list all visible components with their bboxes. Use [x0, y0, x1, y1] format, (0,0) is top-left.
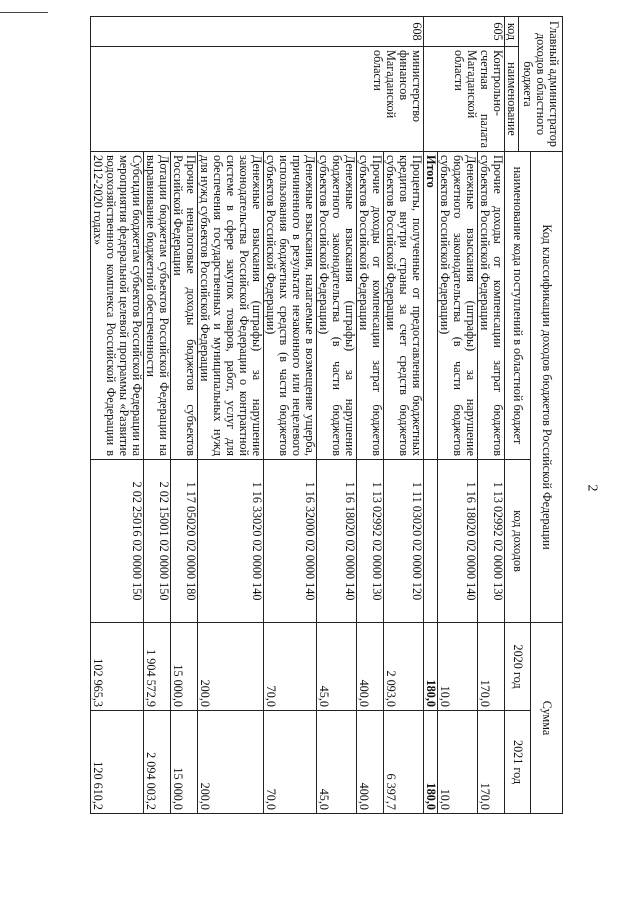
value-2021: 120 610,2: [91, 711, 144, 814]
income-name: Прочие неналоговые доходы бюджетов субъектов Российской Федерации: [171, 152, 198, 460]
value-2020: 1 904 572,9: [144, 623, 171, 711]
income-name: Денежные взыскания (штрафы) за нарушение бюджетного законодательства (в части бюджетов субъектов Российской Федерации): [317, 152, 357, 460]
admin-name: министерство финансов Магаданской области: [91, 47, 424, 152]
income-name: Субсидии бюджетам субъектов Российской Федерации на мероприятия федеральной целевой программы «Развитие водохозяйственного комплекса Российской Федерации в 2012-2020 годах»: [91, 152, 144, 460]
income-code: 2 02 25016 02 0000 150: [91, 460, 144, 623]
code-header: код: [505, 17, 519, 47]
income-name: Денежные взыскания, налагаемые в возмещение ущерба, причиненного в результате незаконного или нецелевого использования бюджетных средств (в части бюджетов субъектов Российской Федерации): [264, 152, 317, 460]
income-code: 1 11 03020 02 0000 120: [384, 460, 424, 623]
name-header: наименование: [505, 47, 519, 152]
value-2021: 70,0: [264, 711, 317, 814]
table-row: [478, 17, 505, 814]
value-2020: 2 093,0: [384, 623, 424, 711]
classification-header: Код классификации доходов бюджетов Российской Федерации: [531, 152, 563, 623]
sum-header: Сумма: [531, 623, 563, 814]
value-2021: 200,0: [198, 711, 264, 814]
income-name: Прочие доходы от компенсации затрат бюджетов субъектов Российской Федерации: [478, 152, 505, 460]
value-2020: 15 000,0: [171, 623, 198, 711]
income-name: Дотации бюджетам субъектов Российской Федерации на выравнивание бюджетной обеспеченности: [144, 152, 171, 460]
income-code: 2 02 15001 02 0000 150: [144, 460, 171, 623]
income-code: 1 13 02992 02 0000 130: [357, 460, 384, 623]
top-rule: [0, 12, 48, 13]
income-code: 1 16 18020 02 0000 140: [438, 460, 478, 623]
value-2020: 400,0: [357, 623, 384, 711]
value-2020: 70,0: [264, 623, 317, 711]
value-2020: 200,0: [198, 623, 264, 711]
value-2020: 10,0: [438, 623, 478, 711]
total-2020: 180,0: [424, 623, 438, 711]
income-code: 1 16 32000 02 0000 140: [264, 460, 317, 623]
income-code: 1 13 02992 02 0000 130: [478, 460, 505, 623]
income-name: Прочие доходы от компенсации затрат бюджетов субъектов Российской Федерации: [357, 152, 384, 460]
table-row: [384, 17, 424, 814]
value-2021: 6 397,7: [384, 711, 424, 814]
income-name: Проценты, полученные от предоставления бюджетных кредитов внутри страны за счет средств бюджетов субъектов Российской Федерации: [384, 152, 424, 460]
total-code-empty: [424, 460, 438, 623]
value-2021: 10,0: [438, 711, 478, 814]
value-2020: 170,0: [478, 623, 505, 711]
year-2021-header: 2021 год: [505, 711, 531, 814]
income-code-header: код доходов: [505, 460, 531, 623]
income-code: 1 16 18020 02 0000 140: [317, 460, 357, 623]
value-2021: 15 000,0: [171, 711, 198, 814]
admin-name: Контрольно-счетная палата Магаданской области: [424, 47, 505, 152]
value-2020: 45,0: [317, 623, 357, 711]
value-2020: 102 965,3: [91, 623, 144, 711]
admin-header: Главный администратор доходов областного бюджета: [519, 17, 563, 152]
page-number: 2: [584, 484, 600, 492]
income-name: Денежные взыскания (штрафы) за нарушение бюджетного законодательства (в части бюджетов субъектов Российской Федерации): [438, 152, 478, 460]
value-2021: 45,0: [317, 711, 357, 814]
admin-code: 605: [424, 17, 505, 47]
total-label: Итого: [424, 152, 438, 460]
rotated-page: [91, 16, 563, 813]
total-2021: 180,0: [424, 711, 438, 814]
income-table: [90, 16, 563, 814]
value-2021: 400,0: [357, 711, 384, 814]
income-code: 1 17 05020 02 0000 180: [171, 460, 198, 623]
income-name-header: наименование кода поступлений в областной бюджет: [505, 152, 531, 460]
income-code: 1 16 33020 02 0000 140: [198, 460, 264, 623]
admin-code: 608: [91, 17, 424, 47]
value-2021: 170,0: [478, 711, 505, 814]
income-name: Денежные взыскания (штрафы) за нарушение законодательства Российской Федерации о контрактной системе в сфере закупок товаров, работ, услуг для обеспечения государственных и муниципальных нужд для нужд субъектов Российской Федерации: [198, 152, 264, 460]
value-2021: 2 094 003,2: [144, 711, 171, 814]
year-2020-header: 2020 год: [505, 623, 531, 711]
